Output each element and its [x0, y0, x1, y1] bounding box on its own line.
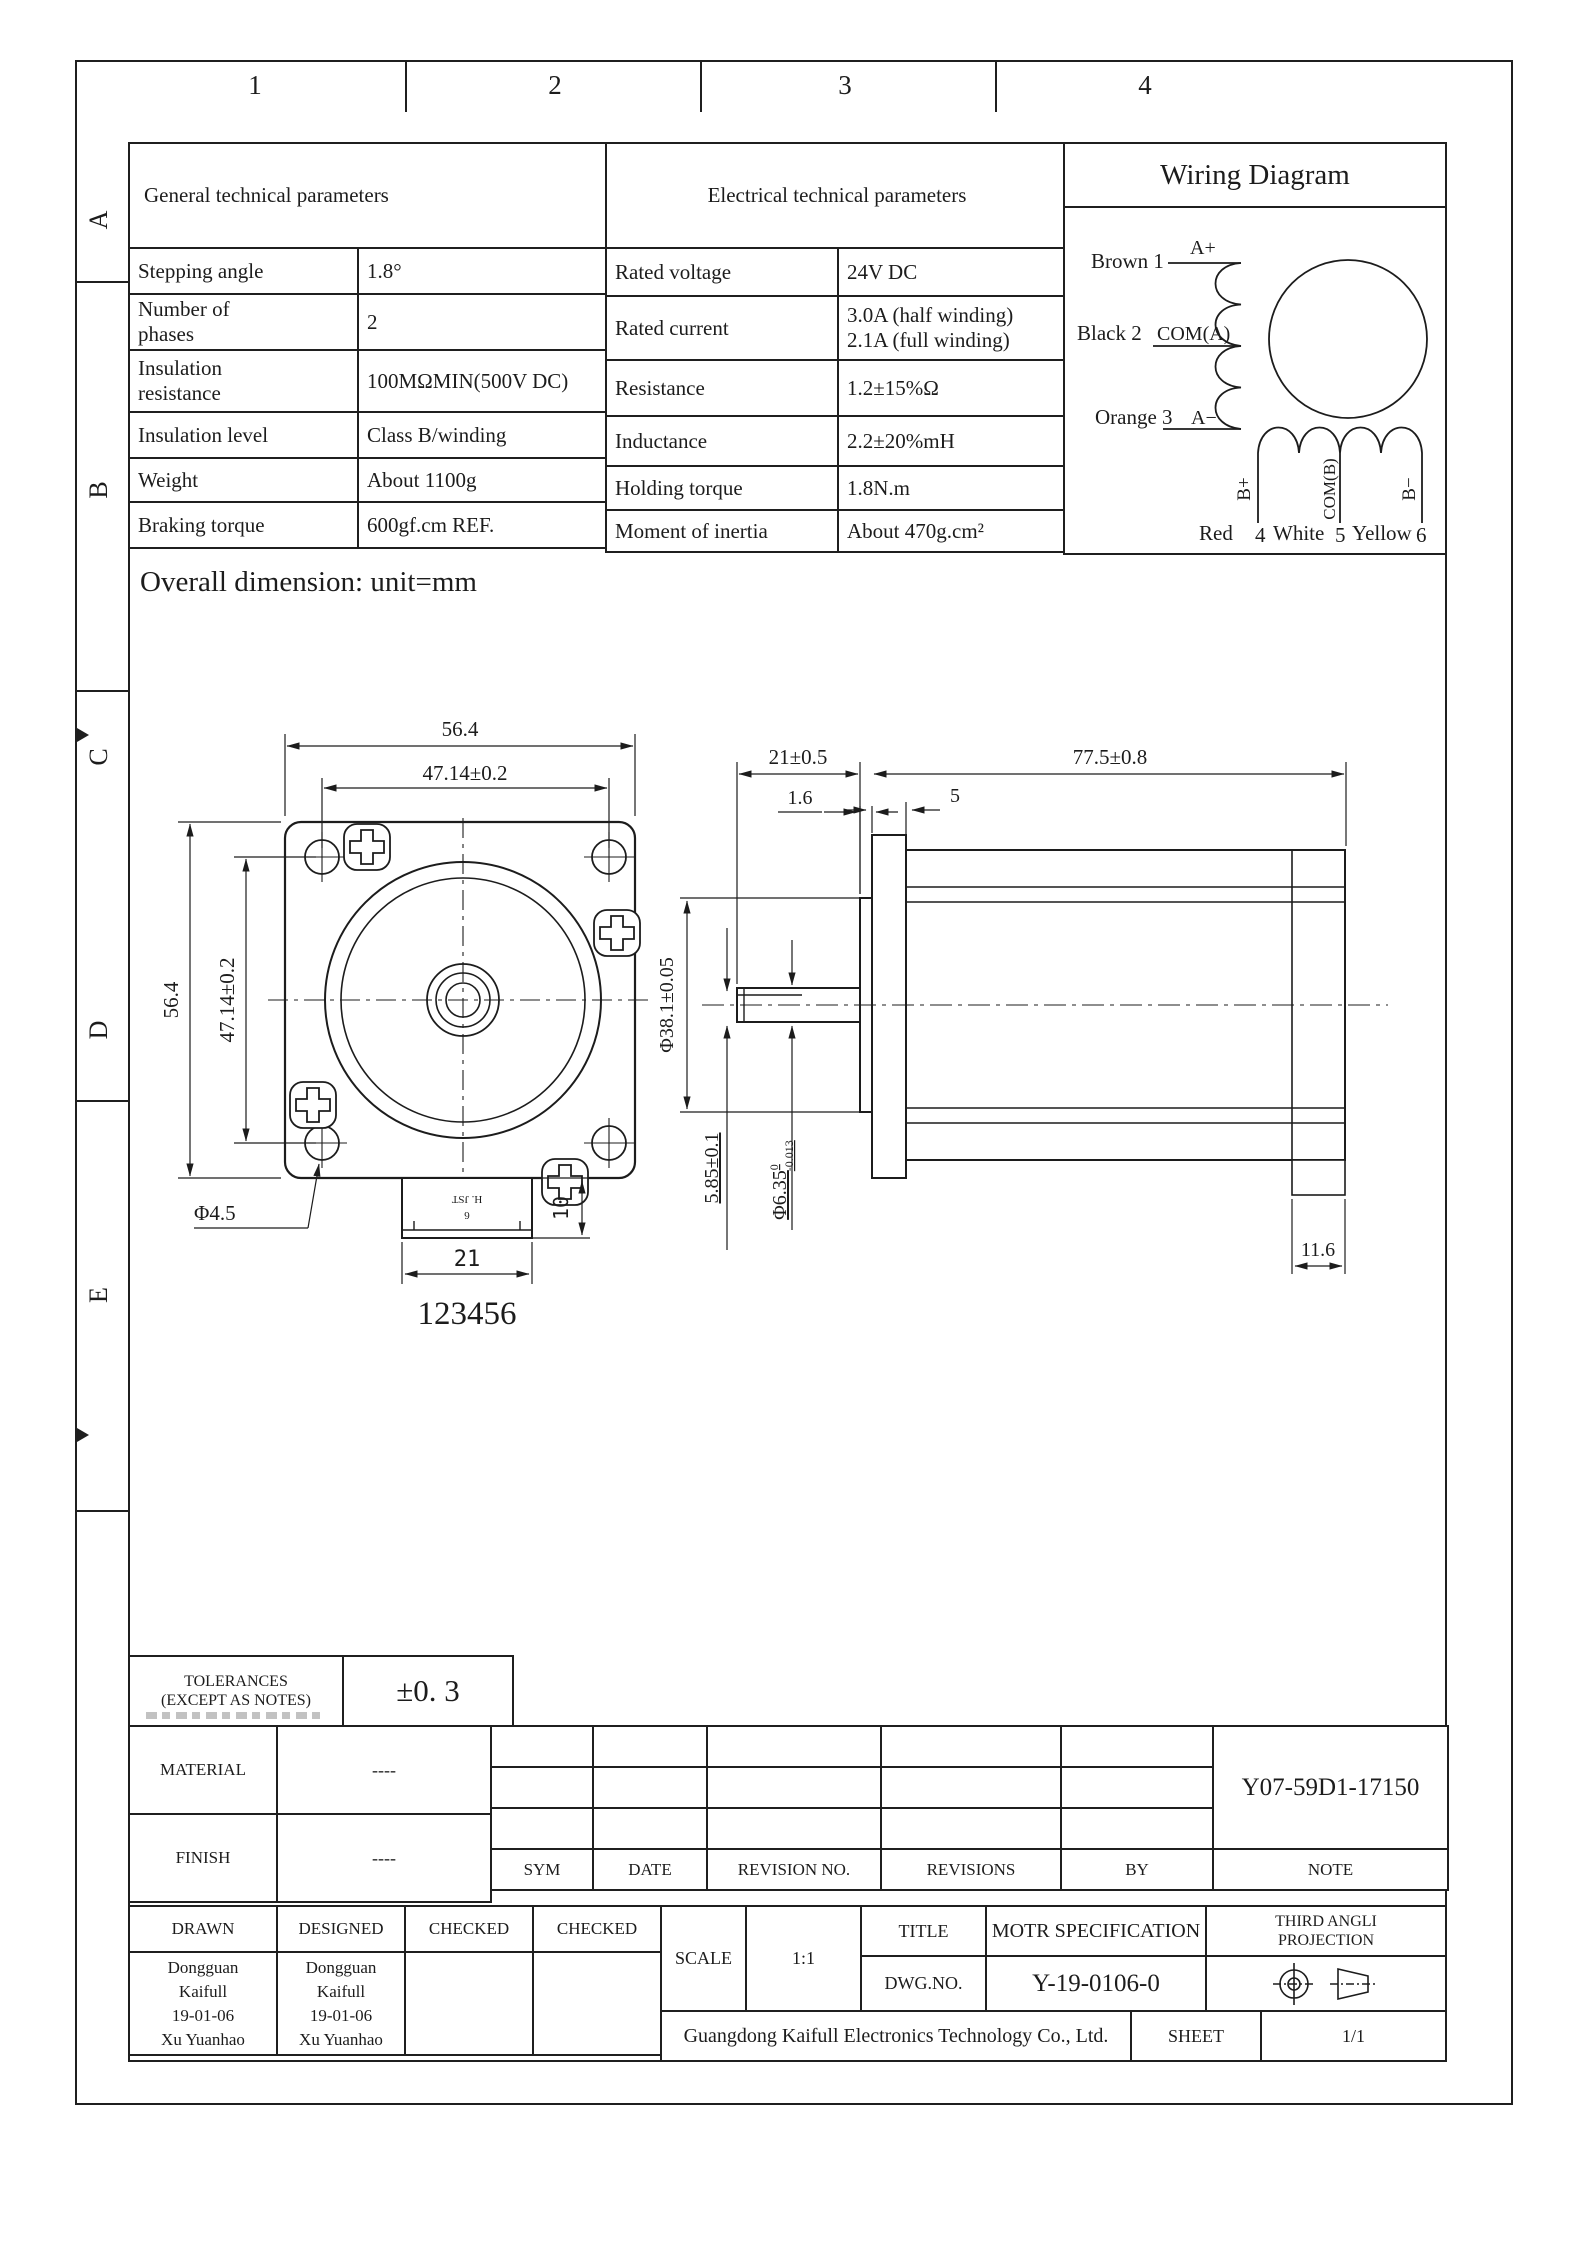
designed-header: DESIGNED — [277, 1906, 405, 1952]
model-number-cell: Y07-59D1-17150 — [1213, 1726, 1448, 1849]
revision-table — [490, 1725, 1449, 1891]
motor-outline — [737, 835, 1345, 1195]
param-label: Braking torque — [129, 502, 358, 548]
dim-boss-diameter: Φ38.1±0.05 — [656, 957, 678, 1053]
param-label: Insulation level — [129, 412, 358, 458]
lead-red-label: Red — [1199, 521, 1233, 545]
lead-5-label: 5 — [1335, 523, 1346, 547]
sheet-value-cell: 1/1 — [1260, 2010, 1447, 2062]
zone-tick — [75, 281, 128, 283]
column-label-1: 1 — [248, 70, 262, 100]
dimension-section-title: Overall dimension: unit=mm — [140, 566, 477, 598]
lead-black-label: Black 2 — [1077, 321, 1142, 345]
lead-white-label: White — [1273, 521, 1325, 545]
param-label: Rated voltage — [606, 248, 838, 296]
faded-text-remnant — [146, 1712, 322, 1719]
wiring-diagram-drawing — [1063, 206, 1445, 554]
dim-connector-height: 10 — [549, 1195, 573, 1221]
param-value: 1.8° — [358, 248, 610, 294]
lead-6-label: 6 — [1416, 523, 1427, 547]
checked-header: CHECKED — [405, 1906, 533, 1952]
electrical-table-title: Electrical technical parameters — [707, 183, 967, 207]
designed-entry: Dongguan Kaifull 19-01-06 Xu Yuanhao — [277, 1952, 405, 2055]
dim-plate-thickness: 1.6 — [787, 787, 813, 809]
lead-com-b-label: COM(B) — [1320, 458, 1339, 520]
general-table-title: General technical parameters — [129, 143, 610, 248]
zone-tick — [75, 1510, 128, 1512]
title-label-cell: TITLE — [860, 1905, 987, 1957]
empty-cell — [707, 1767, 881, 1808]
empty-cell — [1061, 1808, 1213, 1849]
date-header: DATE — [593, 1849, 707, 1890]
param-value: 2 — [358, 294, 610, 350]
dim-width-top: 56.4 — [441, 717, 479, 741]
revision-no-header: REVISION NO. — [707, 1849, 881, 1890]
side-view-drawing — [640, 690, 1410, 1320]
dim-hole-span-h: 47.14±0.2 — [422, 761, 508, 785]
drawn-header: DRAWN — [129, 1906, 277, 1952]
param-label: Stepping angle — [129, 248, 358, 294]
param-label: Resistance — [606, 360, 838, 416]
empty-cell — [491, 1767, 593, 1808]
param-value: 600gf.cm REF. — [358, 502, 610, 548]
param-label: Rated current — [606, 296, 838, 360]
dim-body-length: 77.5±0.8 — [1072, 745, 1148, 769]
empty-cell — [593, 1767, 707, 1808]
empty-cell — [881, 1767, 1061, 1808]
param-value: 100MΩMIN(500V DC) — [358, 350, 610, 412]
connector-marking-number: 6 — [464, 1209, 470, 1221]
row-label-b: B — [84, 481, 113, 499]
dim-front-length: 21±0.5 — [768, 745, 828, 769]
phase-b-coil — [1258, 428, 1422, 524]
param-label: Inductance — [606, 416, 838, 466]
empty-cell — [881, 1808, 1061, 1849]
row-label-c: C — [84, 748, 113, 766]
empty-cell — [707, 1726, 881, 1767]
dim-boss-depth: 5 — [950, 785, 960, 807]
param-value: 1.8N.m — [838, 466, 1068, 510]
param-value: Class B/winding — [358, 412, 610, 458]
revisions-header: REVISIONS — [881, 1849, 1061, 1890]
dim-connector-width: 21 — [453, 1247, 481, 1272]
dim-height-left: 56.4 — [159, 981, 183, 1019]
lead-orange-label: Orange 3 — [1095, 405, 1173, 429]
general-parameters-table — [128, 142, 611, 549]
centering-mark — [77, 728, 89, 742]
note-header: NOTE — [1213, 1849, 1448, 1890]
zone-tick — [75, 690, 128, 692]
electrical-parameters-table — [605, 142, 1069, 553]
by-header: BY — [1061, 1849, 1213, 1890]
lead-yellow-label: Yellow — [1352, 521, 1412, 545]
empty-cell — [707, 1808, 881, 1849]
column-label-3: 3 — [838, 70, 852, 100]
empty-cell — [491, 1808, 593, 1849]
wiring-diagram-title: Wiring Diagram — [1065, 144, 1445, 208]
projection-label-cell: THIRD ANGLI PROJECTION — [1205, 1905, 1447, 1957]
third-angle-projection-icon — [1246, 1961, 1406, 2007]
param-label: Moment of inertia — [606, 510, 838, 552]
row-label-d: D — [84, 1020, 113, 1040]
motor-body-circle — [1269, 260, 1427, 418]
lead-b-minus-label: B− — [1399, 477, 1420, 501]
param-value: 2.2±20%mH — [838, 416, 1068, 466]
centering-mark — [77, 1428, 89, 1442]
zone-tick — [700, 60, 702, 112]
title-value-cell: MOTR SPECIFICATION — [985, 1905, 1207, 1957]
scale-label-cell: SCALE — [660, 1905, 747, 2012]
dim-hole-diameter: Φ4.5 — [194, 1201, 236, 1225]
param-label: Weight — [129, 458, 358, 502]
empty-cell — [1061, 1767, 1213, 1808]
empty-cell — [593, 1808, 707, 1849]
param-value: 24V DC — [838, 248, 1068, 296]
lead-brown-label: Brown 1 — [1091, 249, 1164, 273]
sym-header: SYM — [491, 1849, 593, 1890]
lead-a-minus-label: A− — [1191, 407, 1217, 429]
material-value: ---- — [277, 1726, 491, 1814]
column-label-2: 2 — [548, 70, 562, 100]
param-value: About 470g.cm² — [838, 510, 1068, 552]
dim-shaft-flat: 5.85±0.1 — [701, 1132, 723, 1204]
param-label: Number of phases — [129, 294, 358, 350]
scale-value-cell: 1:1 — [745, 1905, 862, 2012]
row-label-a: A — [84, 210, 113, 230]
param-label: Holding torque — [606, 466, 838, 510]
dim-shaft-diameter: Φ6.35$^0$-0.013 — [767, 1140, 796, 1220]
drawn-entry: Dongguan Kaifull 19-01-06 Xu Yuanhao — [129, 1952, 277, 2055]
checked2-header: CHECKED — [533, 1906, 661, 1952]
dwgno-label-cell: DWG.NO. — [860, 1955, 987, 2012]
front-view-drawing — [130, 690, 670, 1340]
column-label-4: 4 — [1138, 70, 1152, 100]
checked-entry-empty — [405, 1952, 533, 2055]
finish-value: ---- — [277, 1814, 491, 1902]
company-name-cell: Guangdong Kaifull Electronics Technology Co., Ltd. — [660, 2010, 1132, 2062]
param-value: About 1100g — [358, 458, 610, 502]
empty-cell — [593, 1726, 707, 1767]
finish-label: FINISH — [129, 1814, 277, 1902]
tolerance-value-cell: ±0. 3 — [342, 1655, 514, 1727]
material-finish-table — [128, 1725, 492, 1903]
part-number-label: 123456 — [417, 1296, 517, 1332]
row-label-e: E — [84, 1287, 113, 1303]
lead-com-a-label: COM(A) — [1157, 323, 1231, 345]
empty-cell — [491, 1726, 593, 1767]
empty-cell — [881, 1726, 1061, 1767]
connector — [402, 1178, 532, 1238]
lead-b-plus-label: B+ — [1234, 477, 1255, 501]
sheet-label-cell: SHEET — [1130, 2010, 1262, 2062]
param-value: 1.2±15%Ω — [838, 360, 1068, 416]
tolerances-label-cell: TOLERANCES (EXCEPT AS NOTES) — [128, 1655, 344, 1727]
material-label: MATERIAL — [129, 1726, 277, 1814]
dwgno-value-cell: Y-19-0106-0 — [985, 1955, 1207, 2012]
dim-rear-length: 11.6 — [1300, 1239, 1336, 1261]
param-label: Insulation resistance — [129, 350, 358, 412]
lead-4-label: 4 — [1255, 523, 1266, 547]
dim-hole-span-v: 47.14±0.2 — [215, 957, 239, 1043]
param-value: 3.0A (half winding) 2.1A (full winding) — [838, 296, 1068, 360]
zone-tick — [75, 1100, 128, 1102]
empty-cell — [1061, 1726, 1213, 1767]
zone-tick — [995, 60, 997, 112]
projection-symbol-cell — [1205, 1955, 1447, 2012]
checked2-entry-empty — [533, 1952, 661, 2055]
zone-tick — [405, 60, 407, 112]
lead-a-plus-label: A+ — [1190, 237, 1216, 259]
connector-marking-text: H. JST — [451, 1193, 483, 1205]
signatures-table — [128, 1905, 662, 2056]
